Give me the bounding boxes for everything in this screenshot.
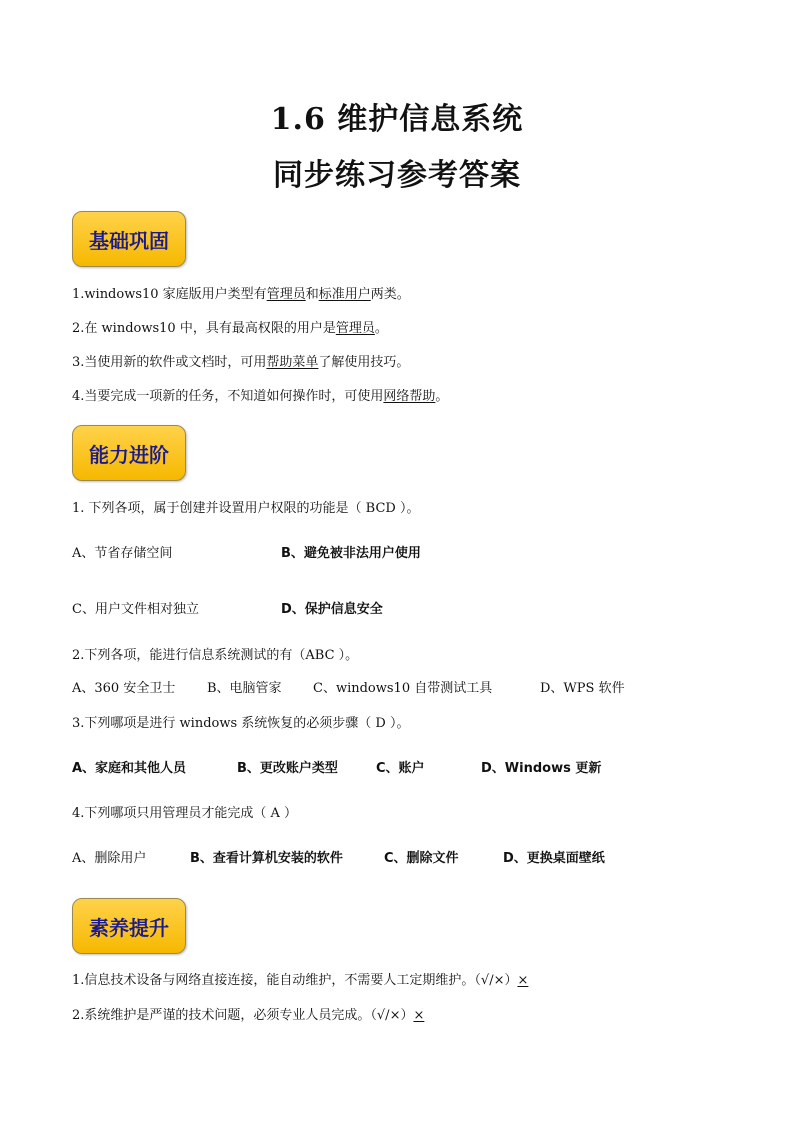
section-heading-ability: 能力进阶	[72, 425, 186, 481]
literacy-item-1: 1.信息技术设备与网络直接连接，能自动维护，不需要人工定期维护。（√/×）×	[72, 973, 529, 988]
answer-blank: 管理员	[266, 287, 306, 302]
q2-option-c: C、windows10 自带测试工具	[313, 681, 493, 696]
basic-item-1: 1.windows10 家庭版用户类型有管理员和标准用户两类。	[72, 287, 410, 302]
q2-option-d: D、WPS 软件	[540, 681, 625, 696]
section-heading-basic: 基础巩固	[72, 211, 186, 267]
answer-blank: ×	[517, 973, 529, 988]
question-4: 4.下列哪项只用管理员才能完成（ A ）	[72, 806, 298, 821]
answer-blank: ×	[413, 1008, 425, 1023]
page-subtitle: 同步练习参考答案	[273, 158, 521, 193]
question-1: 1. 下列各项，属于创建并设置用户权限的功能是（ BCD ）。	[72, 501, 420, 516]
q3-option-a: A、家庭和其他人员	[72, 761, 187, 776]
q4-option-c: C、删除文件	[384, 851, 459, 866]
q1-option-b: B、避免被非法用户使用	[281, 546, 421, 561]
question-3: 3.下列哪项是进行 windows 系统恢复的必须步骤（ D ）。	[72, 716, 410, 731]
basic-item-4: 4.当要完成一项新的任务，不知道如何操作时，可使用网络帮助。	[72, 389, 449, 404]
q1-option-c: C、用户文件相对独立	[72, 602, 199, 617]
q3-option-d: D、Windows 更新	[481, 761, 602, 776]
section-heading-literacy: 素养提升	[72, 898, 186, 954]
q1-option-d: D、保护信息安全	[281, 602, 383, 617]
page-title: 1.6 维护信息系统	[270, 102, 524, 137]
q2-option-a: A、360 安全卫士	[72, 681, 176, 696]
basic-item-3: 3.当使用新的软件或文档时，可用帮助菜单了解使用技巧。	[72, 355, 410, 370]
q4-option-d: D、更换桌面壁纸	[503, 851, 605, 866]
q2-option-b: B、电脑管家	[207, 681, 282, 696]
answer-blank: 网络帮助	[383, 389, 436, 404]
question-2: 2.下列各项，能进行信息系统测试的有（ABC ）。	[72, 648, 359, 663]
basic-item-2: 2.在 windows10 中，具有最高权限的用户是管理员。	[72, 321, 388, 336]
q3-option-b: B、更改账户类型	[237, 761, 338, 776]
q4-option-a: A、删除用户	[72, 851, 147, 866]
q3-option-c: C、账户	[376, 761, 425, 776]
answer-blank: 标准用户	[318, 287, 371, 302]
answer-blank: 帮助菜单	[266, 355, 319, 370]
literacy-item-2: 2.系统维护是严谨的技术问题，必须专业人员完成。（√/×）×	[72, 1008, 425, 1023]
answer-blank: 管理员	[335, 321, 375, 336]
q4-option-b: B、查看计算机安装的软件	[190, 851, 343, 866]
q1-option-a: A、节省存储空间	[72, 546, 173, 561]
